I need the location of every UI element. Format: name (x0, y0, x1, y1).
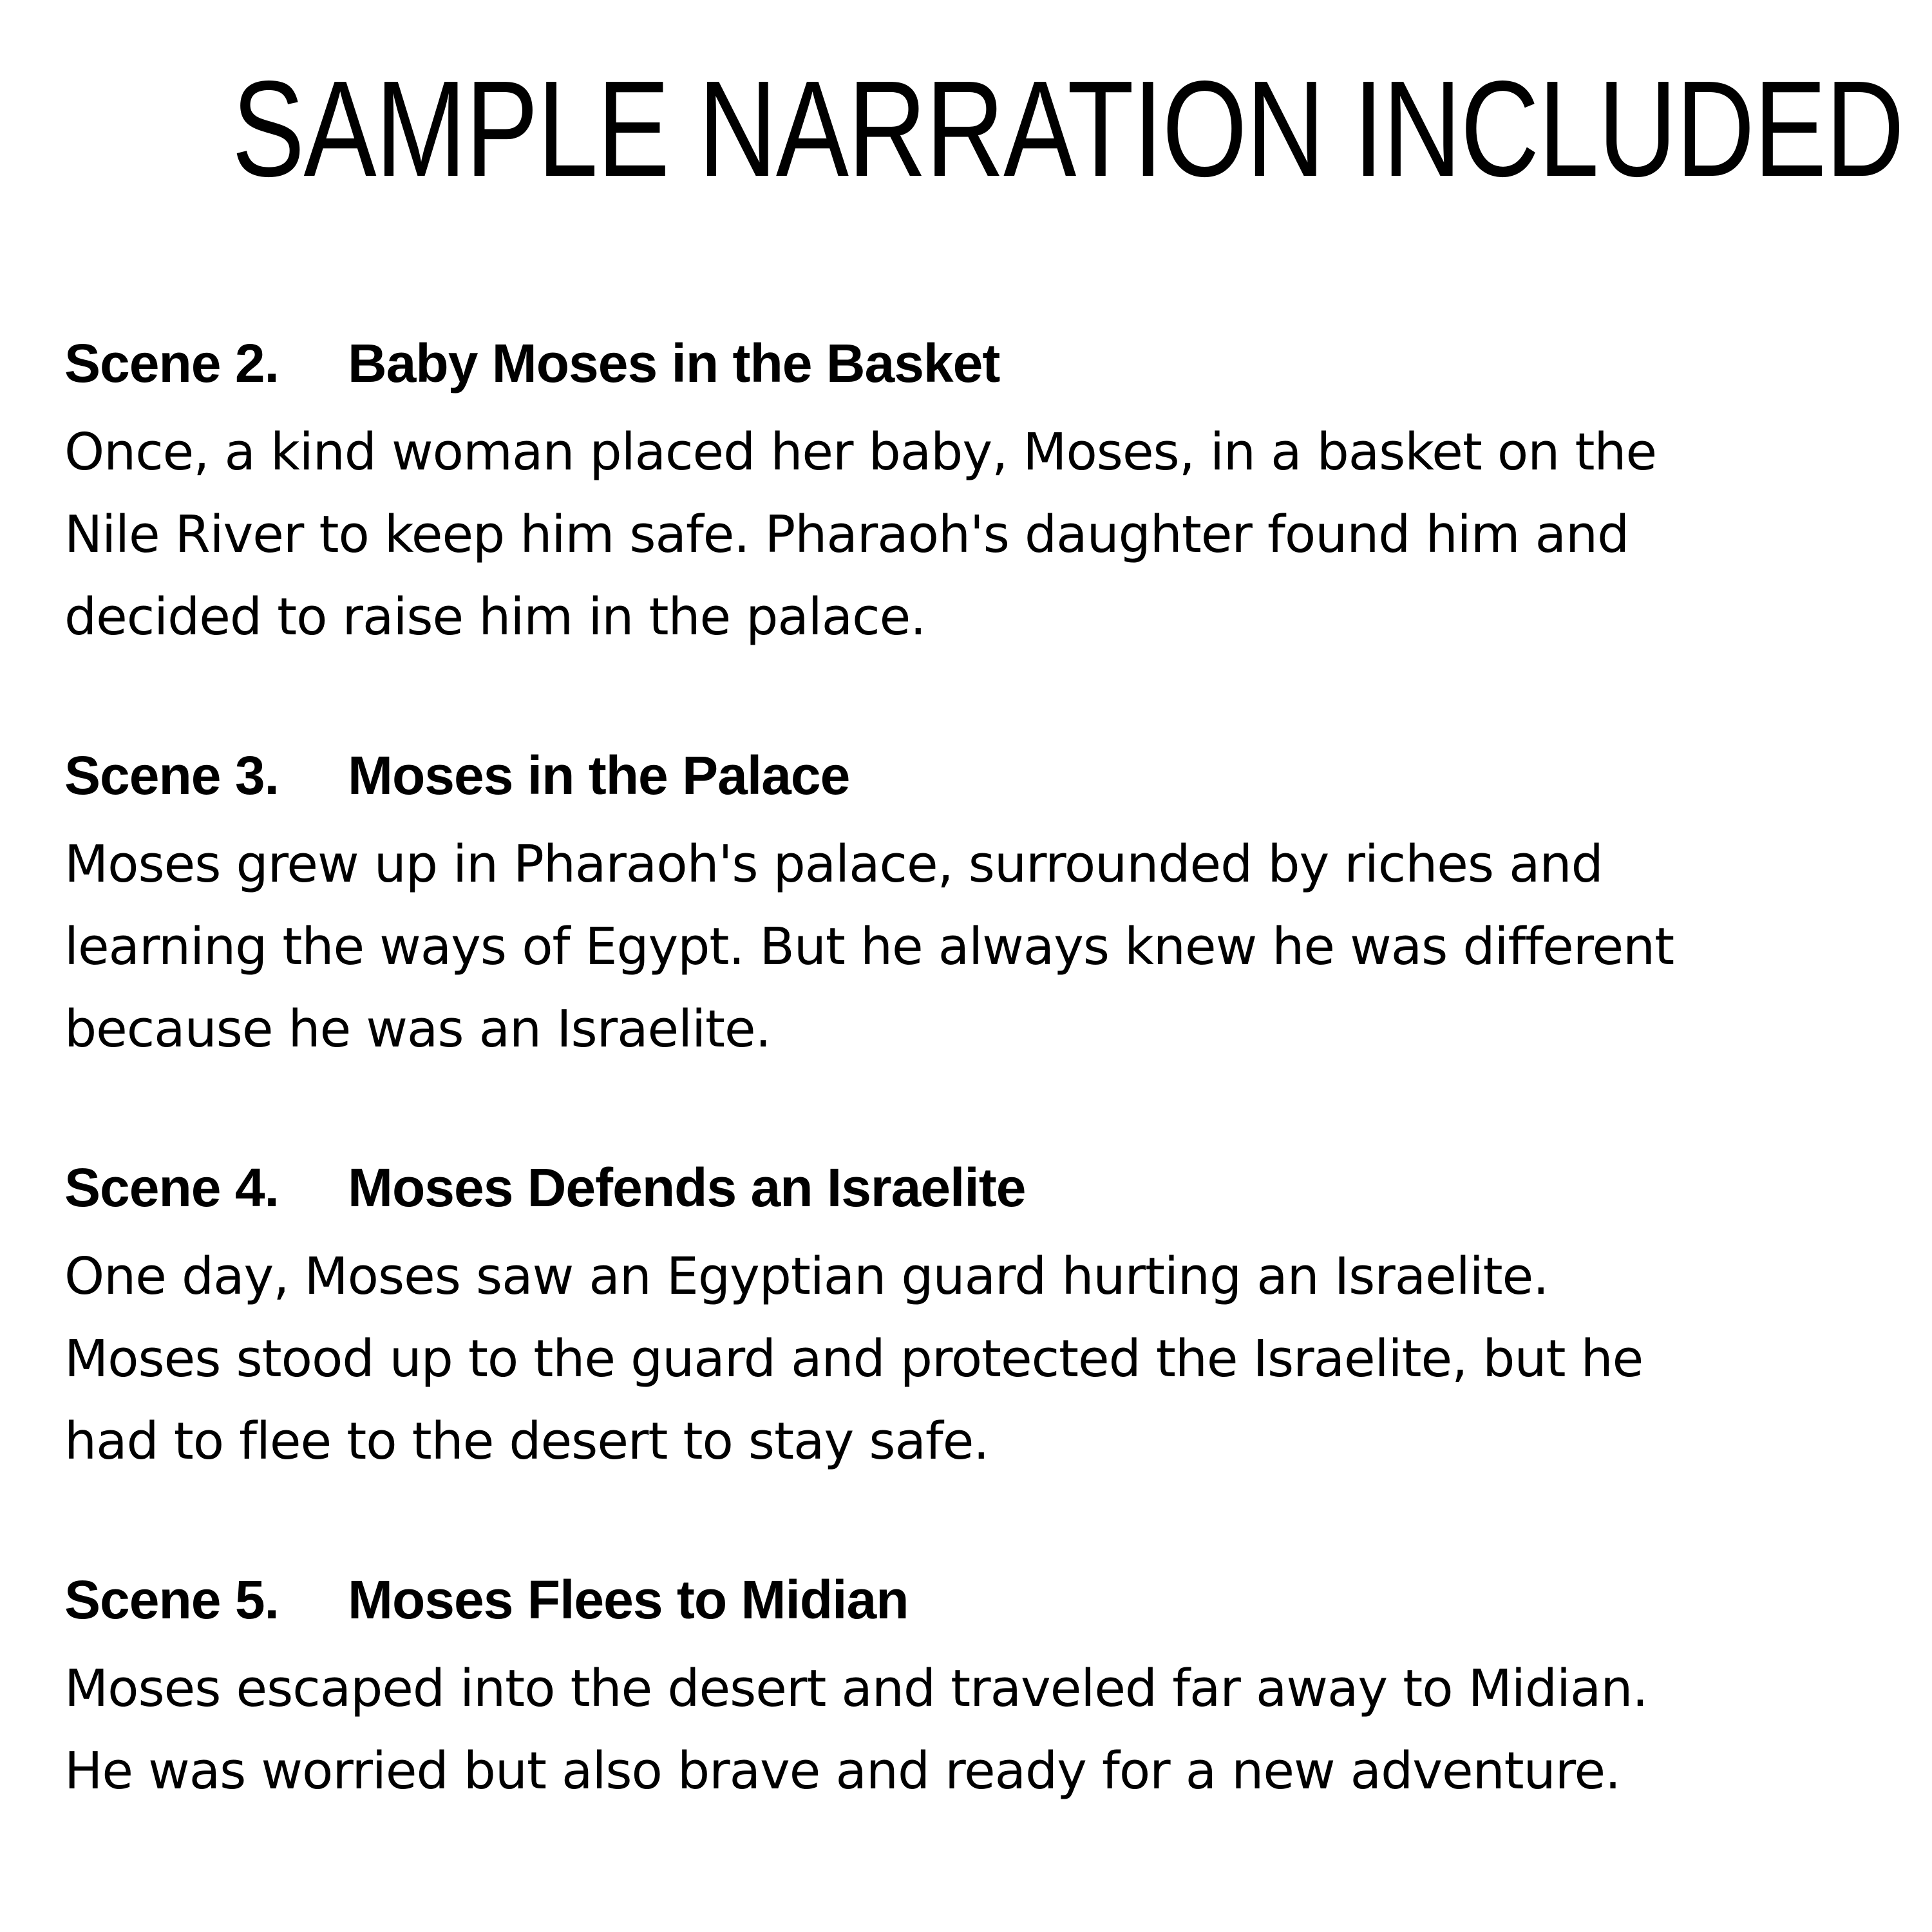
scene-title: Moses in the Palace (348, 745, 850, 806)
narration-line: Moses grew up in Pharaoh's palace, surrounded by riches and (64, 835, 1603, 894)
scene-narration (64, 823, 1880, 1070)
scene-title: Baby Moses in the Basket (348, 333, 1000, 393)
narration-line: Once, a kind woman placed her baby, Moses, in a basket on the (64, 422, 1657, 482)
narration-line: He was worried but also brave and ready for a new adventure. (64, 1741, 1621, 1801)
scene-title: Moses Flees to Midian (348, 1569, 909, 1630)
scene-number: Scene 4. (64, 1157, 279, 1218)
narration-line: because he was an Israelite. (64, 999, 771, 1059)
scene-heading (64, 1155, 1880, 1220)
narration-line: Moses stood up to the guard and protected the Israelite, but he (64, 1329, 1643, 1388)
scene-heading (64, 1567, 1880, 1632)
scene-block (64, 1567, 1880, 1812)
narration-line: had to flee to the desert to stay safe. (64, 1412, 989, 1471)
scene-title: Moses Defends an Israelite (348, 1157, 1026, 1218)
narration-line: learning the ways of Egypt. But he always knew he was different (64, 917, 1674, 976)
page-title: SAMPLE NARRATION INCLUDED (232, 52, 1904, 205)
narration-line: Nile River to keep him safe. Pharaoh's daughter found him and (64, 505, 1629, 564)
scene-block (64, 1155, 1880, 1482)
scene-block (64, 331, 1880, 658)
scene-narration (64, 1647, 1880, 1812)
scene-narration (64, 411, 1880, 658)
scene-number: Scene 3. (64, 745, 279, 806)
scene-narration (64, 1235, 1880, 1482)
narration-line: decided to raise him in the palace. (64, 587, 926, 647)
scene-block (64, 743, 1880, 1070)
narration-line: Moses escaped into the desert and traveled far away to Midian. (64, 1659, 1648, 1718)
scene-heading (64, 743, 1880, 808)
narration-line: One day, Moses saw an Egyptian guard hurting an Israelite. (64, 1247, 1549, 1306)
scene-number: Scene 5. (64, 1569, 279, 1630)
scene-number: Scene 2. (64, 333, 279, 393)
scene-heading (64, 331, 1880, 395)
